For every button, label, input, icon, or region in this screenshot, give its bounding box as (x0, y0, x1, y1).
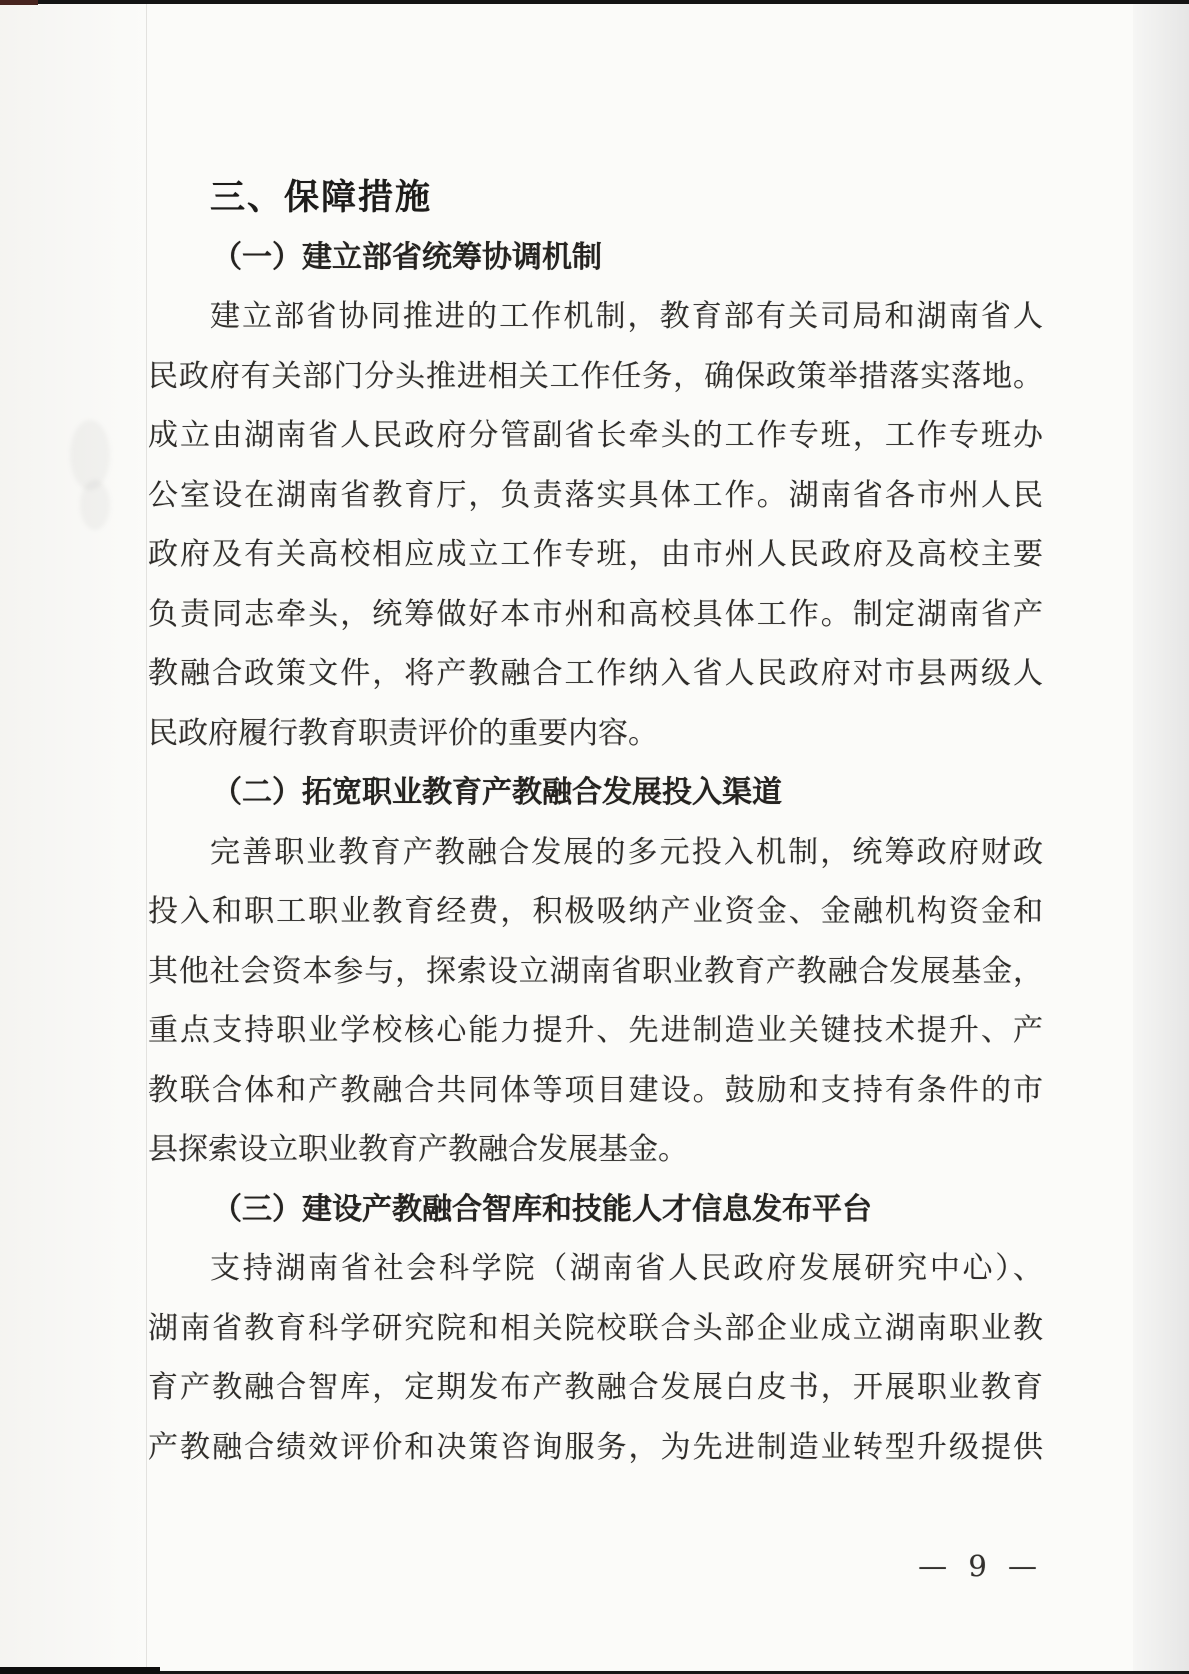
paragraph-first-line: 完善职业教育产教融合发展的多元投入机制，统筹政府财政 (210, 834, 1043, 870)
paragraph-line: 民政府有关部门分头推进相关工作任务，确保政策举措落实落地。 (148, 358, 1043, 394)
scan-fold-crease (146, 0, 147, 1674)
scan-bottom-edge-corner (0, 1667, 160, 1674)
paragraph-line: 政府及有关高校相应成立工作专班，由市州人民政府及高校主要 (148, 537, 1043, 572)
page-number: — 9 — (918, 1549, 1043, 1583)
paragraph-last-line: 民政府履行教育职责评价的重要内容。 (148, 715, 658, 751)
paragraph-line: 负责同志牵头，统筹做好本市州和高校具体工作。制定湖南省产 (148, 596, 1043, 632)
scan-smudge (70, 420, 110, 490)
paragraph-line: 教融合政策文件，将产教融合工作纳入省人民政府对市县两级人 (148, 656, 1043, 691)
section-heading: 三、保障措施 (210, 178, 433, 218)
sub-heading: （一）建立部省统筹协调机制 (212, 239, 602, 275)
paragraph-first-line: 支持湖南省社会科学院（湖南省人民政府发展研究中心）、 (210, 1251, 1043, 1286)
scan-right-edge-shading (1133, 0, 1189, 1674)
scan-top-edge-corner (0, 0, 38, 5)
sub-heading: （三）建设产教融合智库和技能人才信息发布平台 (212, 1191, 872, 1227)
paragraph-line: 重点支持职业学校核心能力提升、先进制造业关键技术提升、产 (148, 1013, 1043, 1048)
paragraph-last-line: 县探索设立职业教育产教融合发展基金。 (148, 1132, 688, 1167)
paragraph-line: 其他社会资本参与，探索设立湖南省职业教育产教融合发展基金， (148, 953, 1043, 989)
scan-left-shading (0, 0, 146, 1674)
paragraph-line: 公室设在湖南省教育厅，负责落实具体工作。湖南省各市州人民 (148, 477, 1043, 513)
paragraph-line: 教联合体和产教融合共同体等项目建设。鼓励和支持有条件的市 (148, 1072, 1043, 1108)
paragraph-line: 投入和职工职业教育经费，积极吸纳产业资金、金融机构资金和 (148, 894, 1043, 929)
text-column (148, 0, 1043, 1674)
paragraph-line: 成立由湖南省人民政府分管副省长牵头的工作专班，工作专班办 (148, 418, 1043, 453)
paragraph-first-line: 建立部省协同推进的工作机制，教育部有关司局和湖南省人 (210, 299, 1043, 334)
sub-heading: （二）拓宽职业教育产教融合发展投入渠道 (212, 775, 782, 810)
paragraph-line: 产教融合绩效评价和决策咨询服务，为先进制造业转型升级提供 (148, 1429, 1043, 1465)
paragraph-line: 湖南省教育科学研究院和相关院校联合头部企业成立湖南职业教 (148, 1310, 1043, 1346)
paragraph-line: 育产教融合智库，定期发布产教融合发展白皮书，开展职业教育 (148, 1370, 1043, 1405)
scan-smudge (80, 480, 110, 530)
